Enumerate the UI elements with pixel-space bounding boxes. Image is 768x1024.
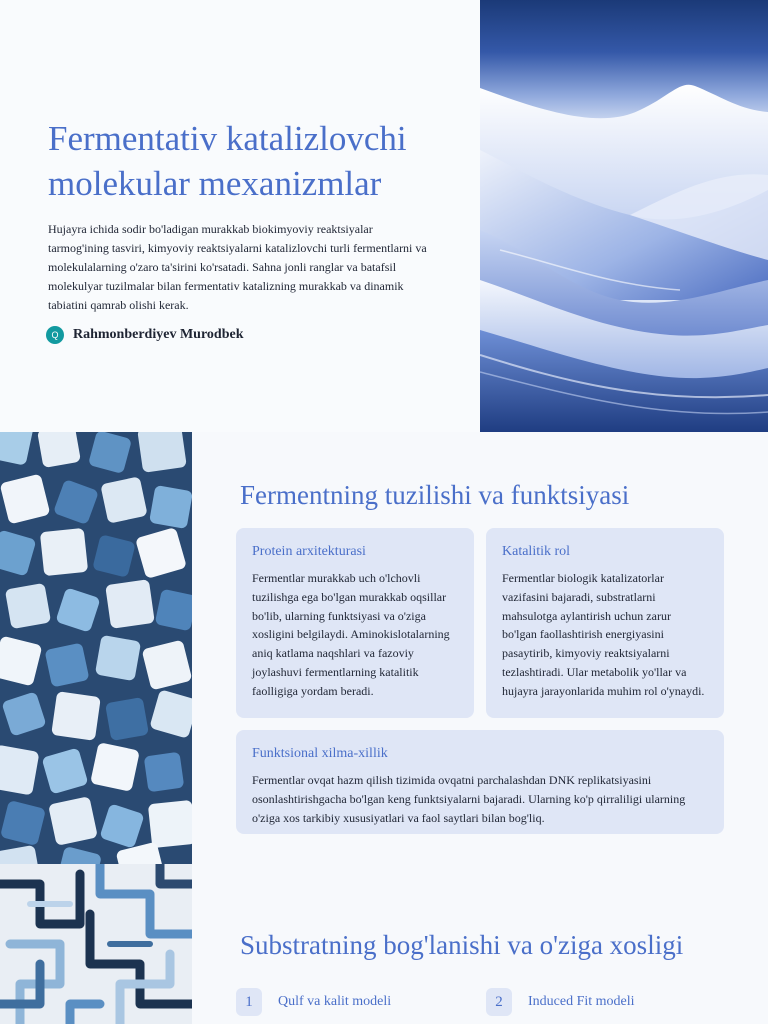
avatar: Q <box>46 326 64 344</box>
blue-geometric-tiles-image <box>0 432 192 864</box>
card-text: Fermentlar biologik katalizatorlar vazifasini bajaradi, substratlarni mahsulotga aylantirish uchun zarur bo'lgan faollashtirish energiyasini pasaytirib, kimyoviy reaktsiyalarni tezlashtiradi. Ular metabolik yo'llar va hujayra jarayonlarida muhim rol o'ynaydi. <box>502 571 705 698</box>
step-lock-and-key <box>236 988 391 1016</box>
step-induced-fit <box>486 988 635 1016</box>
card-protein-architecture <box>236 528 474 718</box>
abstract-blue-dunes-image <box>480 0 768 432</box>
author <box>46 326 243 344</box>
section-title-enzyme-structure: Fermentning tuzilishi va funktsiyasi <box>240 480 630 510</box>
card-text: Fermentlar ovqat hazm qilish tizimida ovqatni parchalashdan DNK replikatsiyasini osonlashtirishgacha bo'lgan keng funktsiyalarni bajaradi. Ularning ko'p qirraliligi ularning o'ziga xos tarkibiy xususiyatlari va faol saytlari bilan bog'liq. <box>252 773 686 825</box>
step-label: Induced Fit modeli <box>528 994 635 1009</box>
step-number: 1 <box>236 988 262 1016</box>
card-catalytic-role <box>486 528 724 718</box>
card-title: Funktsional xilma-xillik <box>252 746 388 761</box>
card-title: Katalitik rol <box>502 544 571 559</box>
blue-pipes-pattern-image <box>0 864 192 1024</box>
section-title-substrate-binding: Substratning bog'lanishi va o'ziga xosligi <box>240 930 684 960</box>
step-number: 2 <box>486 988 512 1016</box>
author-name: Rahmonberdiyev Murodbek <box>73 327 244 342</box>
step-label: Qulf va kalit modeli <box>278 994 392 1009</box>
hero-description: Hujayra ichida sodir bo'ladigan murakkab biokimyoviy reaktsiyalar tarmog'ining tasviri, kimyoviy reaktsiyalarni katalizlovchi turli fermentlarni va molekulalarning o'zaro ta'sirini ko'rsatadi. Sahna jonli ranglar va batafsil molekulyar tuzilmalar bilan fermentativ katalizning murakkab va dinamik tabiatini qamrab olishi kerak. <box>48 222 427 312</box>
card-text: Fermentlar murakkab uch o'lchovli tuzilishga ega bo'lgan murakkab oqsillar bo'lib, ularning funktsiyasi va o'ziga xosligini belgilaydi. Aminokislotalarning aniq katlama naqshlari va fazoviy joylashuvi fermentlarning katalitik faolligiga yordam beradi. <box>252 571 450 698</box>
page-title: Fermentativ katalizlovchi molekular mexanizmlar <box>48 119 407 203</box>
card-functional-diversity <box>236 730 724 834</box>
card-title: Protein arxitekturasi <box>252 544 366 559</box>
